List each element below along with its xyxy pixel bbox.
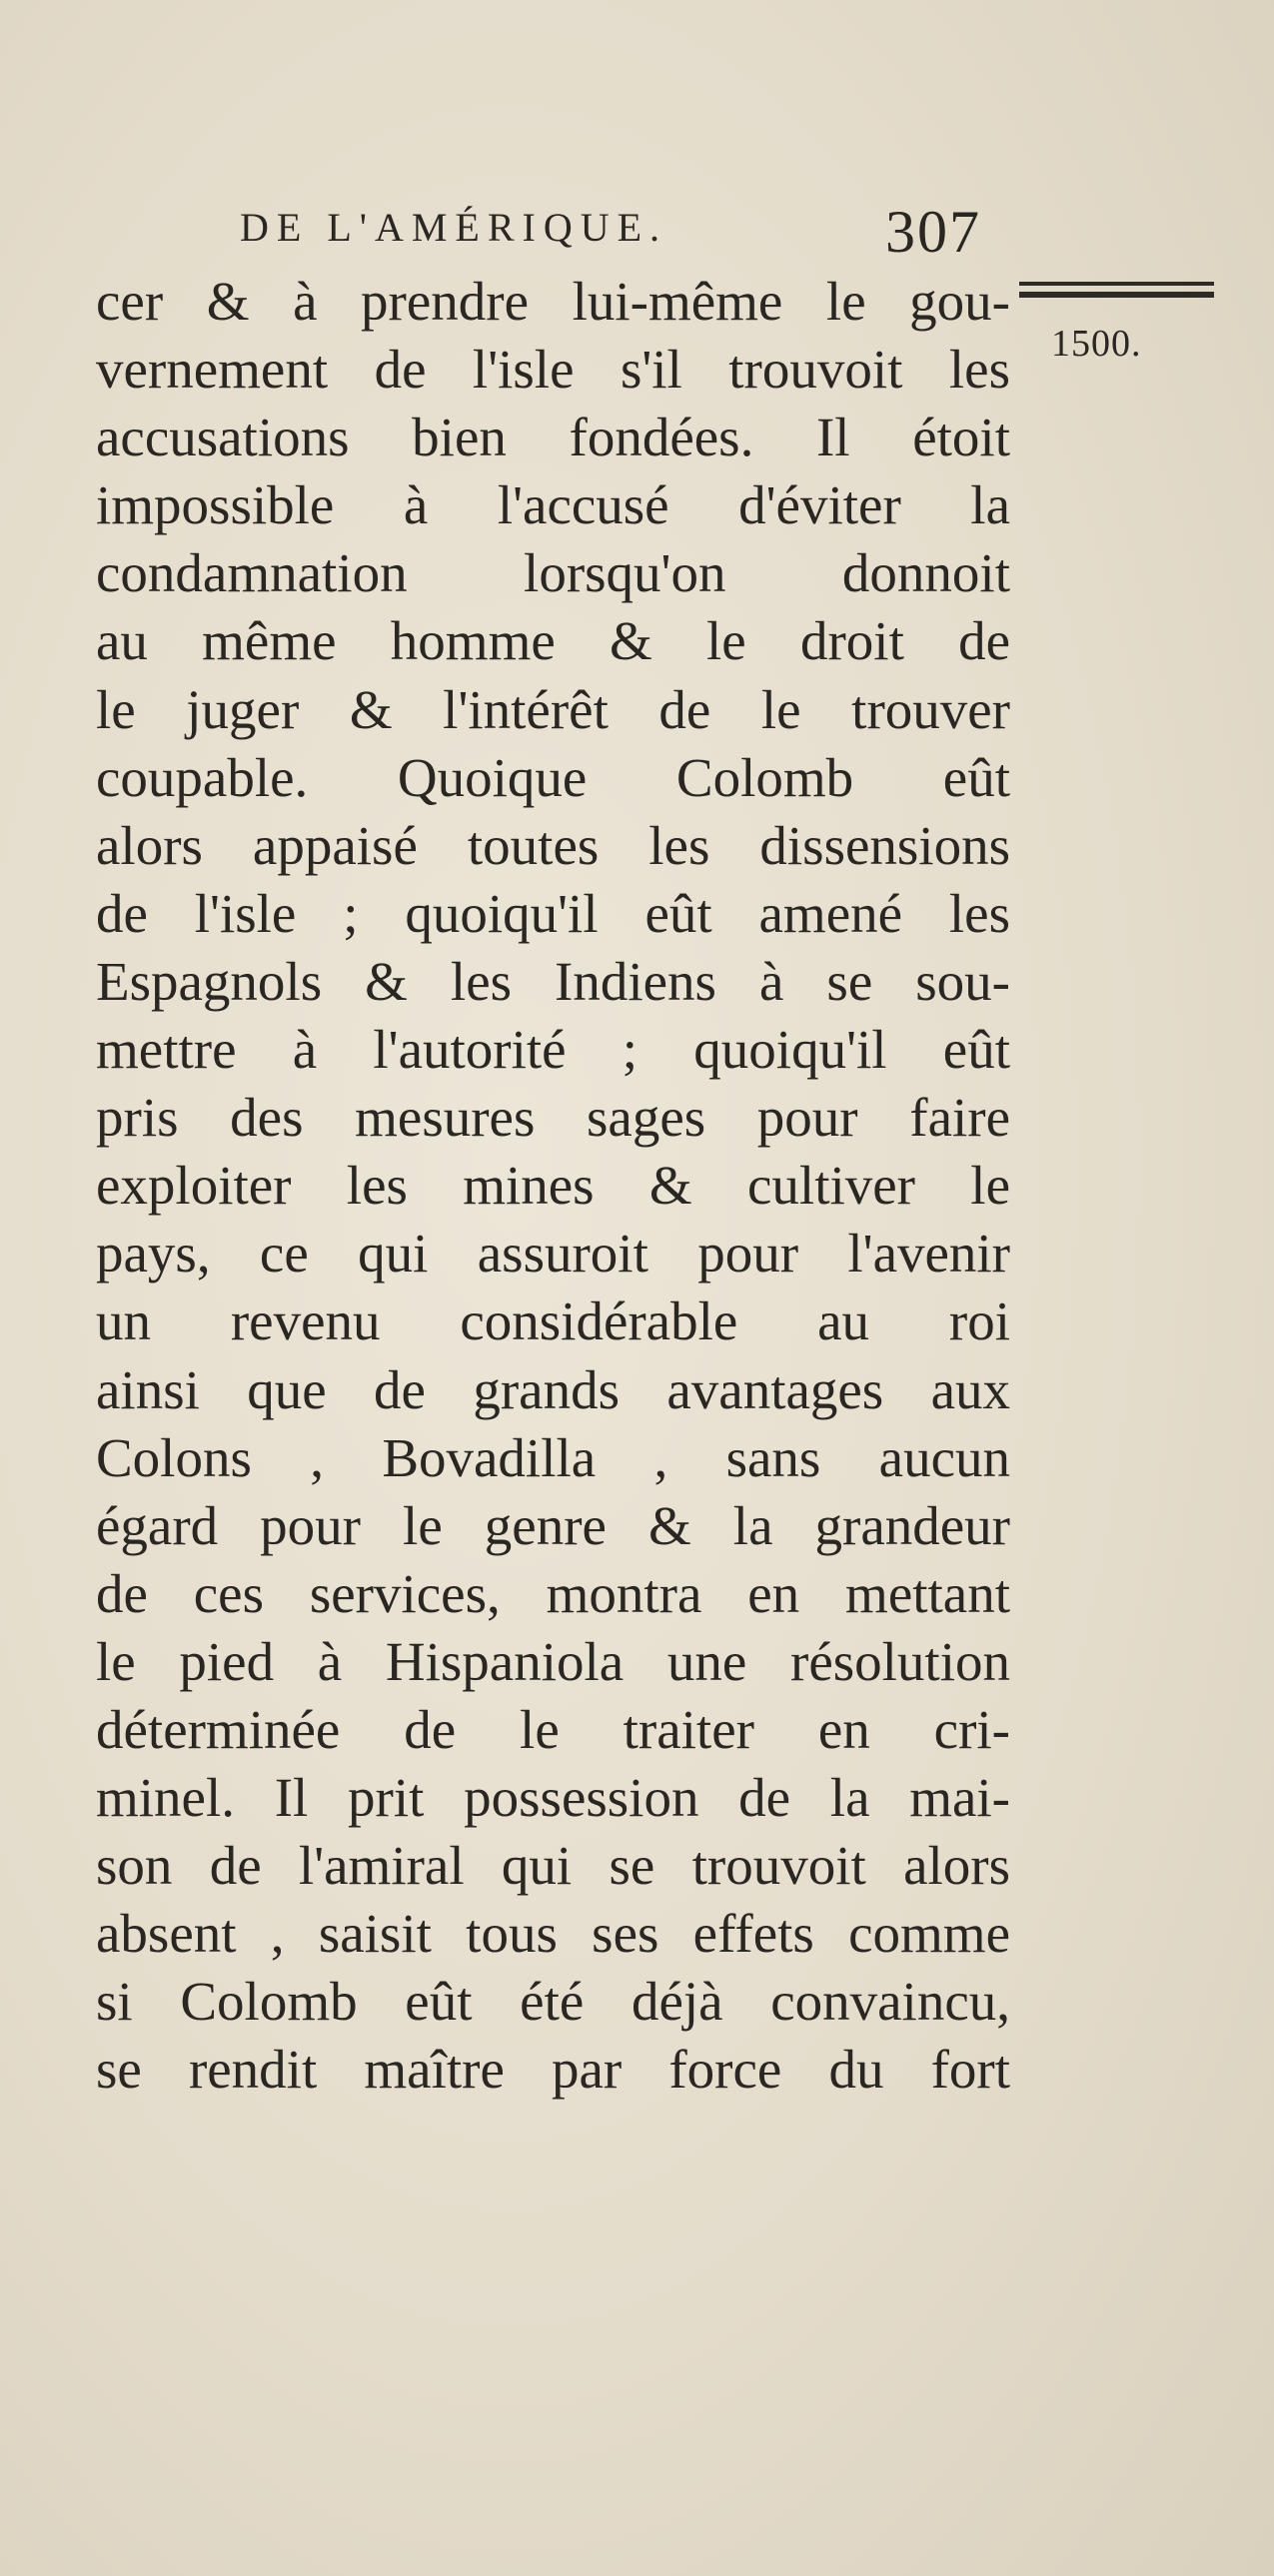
margin-rule-thick	[1019, 292, 1214, 298]
text-line: égard pour le genre & la grandeur	[96, 1494, 1010, 1556]
text-line: ainsi que de grands avantages aux	[96, 1358, 1010, 1420]
text-line: condamnation lorsqu'on donnoit	[96, 542, 1010, 604]
text-line: exploiter les mines & cultiver le	[96, 1155, 1010, 1217]
text-line: mettre à l'autorité ; quoiqu'il eût	[96, 1019, 1010, 1081]
page-header	[240, 198, 1009, 268]
text-line: impossible à l'accusé d'éviter la	[96, 474, 1010, 536]
body-text	[96, 268, 1010, 2105]
text-line: absent , saisit tous ses effets comme	[96, 1903, 1010, 1965]
text-line: minel. Il prit possession de la mai-	[96, 1767, 1010, 1829]
text-line: si Colomb eût été déjà convaincu,	[96, 1971, 1010, 2033]
margin-rule	[1019, 282, 1214, 302]
text-line: Espagnols & les Indiens à se sou-	[96, 950, 1010, 1012]
text-line: de l'isle ; quoiqu'il eût amené les	[96, 882, 1010, 944]
text-line: pays, ce qui assuroit pour l'avenir	[96, 1223, 1010, 1285]
text-line: pris des mesures sages pour faire	[96, 1087, 1010, 1149]
text-line: se rendit maître par force du fort	[96, 2039, 1010, 2101]
running-head: DE L'AMÉRIQUE.	[240, 205, 668, 250]
page-number: 307	[885, 199, 981, 265]
margin-year-note: 1500.	[1051, 323, 1142, 365]
text-line: le pied à Hispaniola une résolution	[96, 1630, 1010, 1692]
text-line: accusations bien fondées. Il étoit	[96, 407, 1010, 468]
text-line: le juger & l'intérêt de le trouver	[96, 678, 1010, 740]
text-line: Colons , Bovadilla , sans aucun	[96, 1426, 1010, 1488]
text-line: au même homme & le droit de	[96, 610, 1010, 672]
text-line: un revenu considérable au roi	[96, 1290, 1010, 1352]
text-line: alors appaisé toutes les dissensions	[96, 814, 1010, 876]
margin-rule-thin	[1019, 282, 1214, 286]
text-line: cer & à prendre lui-même le gou-	[96, 271, 1010, 332]
text-line: déterminée de le traiter en cri-	[96, 1698, 1010, 1760]
text-line: coupable. Quoique Colomb eût	[96, 746, 1010, 808]
text-line: son de l'amiral qui se trouvoit alors	[96, 1835, 1010, 1897]
text-line: de ces services, montra en mettant	[96, 1562, 1010, 1624]
text-line: vernement de l'isle s'il trouvoit les	[96, 339, 1010, 401]
